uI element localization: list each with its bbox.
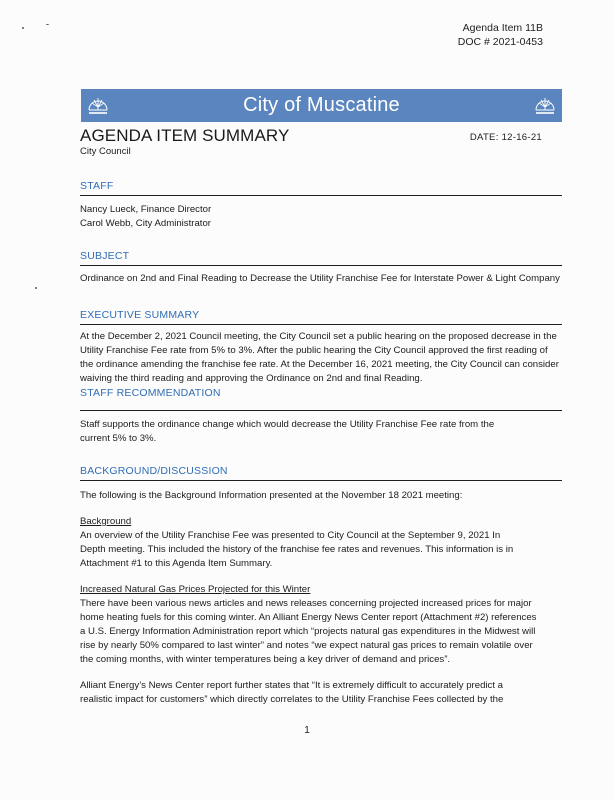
doc-number: DOC # 2021-0453	[457, 36, 543, 48]
alliant-text: Alliant Energy’s News Center report further states that “It is extremely difficult to accurately predict a realistic impact for customers” which directly correlates to the Utility Franchise Fees collected by the	[80, 680, 504, 705]
document-subtitle: City Council	[80, 146, 131, 157]
section-heading: STAFF	[80, 180, 562, 196]
document-reference	[458, 21, 543, 49]
scan-speck	[35, 287, 37, 289]
staff-recommendation-text: Staff supports the ordinance change which would decrease the Utility Franchise Fee rate from the current 5% to 3%.	[80, 419, 495, 444]
section-heading: STAFF RECOMMENDATION	[80, 387, 562, 411]
background-text: An overview of the Utility Franchise Fee was presented to City Council at the September 9, 2021 In Depth meeting. This included the history of the franchise fee rates and revenues. This information is in Attachment #1 to this Agenda Item Summary.	[80, 530, 514, 569]
section-background-discussion	[80, 465, 562, 707]
section-staff	[80, 180, 562, 231]
staff-member: Nancy Lueck, Finance Director	[80, 204, 212, 215]
subject-text: Ordinance on 2nd and Final Reading to Decrease the Utility Franchise Fee for Interstate Power & Light Company	[80, 273, 560, 284]
gas-prices-subheading: Increased Natural Gas Prices Projected for this Winter	[80, 584, 311, 595]
banner-title: City of Muscatine	[243, 94, 400, 116]
document-title: AGENDA ITEM SUMMARY	[80, 126, 290, 145]
scan-speck	[46, 24, 49, 25]
city-logo-icon	[86, 93, 110, 117]
section-heading: EXECUTIVE SUMMARY	[80, 309, 562, 325]
background-subheading: Background	[80, 516, 132, 527]
document-date: DATE: 12-16-21	[469, 132, 542, 143]
executive-summary-text: At the December 2, 2021 Council meeting, the City Council set a public hearing on the proposed decrease in the Utility Franchise Fee rate from 5% to 3%. After the public hearing the City Council approved the first reading of the ordinance amending the franchise fee rate. At the December 16, 2021 meeting, the City Council can consider waiving the third reading and approving the Ordinance on 2nd and final Reading.	[80, 331, 559, 384]
section-subject	[80, 250, 562, 286]
section-heading: BACKGROUND/DISCUSSION	[80, 465, 562, 481]
section-heading: SUBJECT	[80, 250, 562, 266]
city-banner	[81, 89, 562, 122]
city-logo-icon	[533, 93, 557, 117]
gas-prices-text: There have been various news articles and news releases concerning projected increased prices for major home heating fuels for this coming winter. An Alliant Energy News Center report (Attachment #2) references a U.S. Energy Information Administration report which “projects natural gas expenditures in the Midwest will rise by nearly 50% compared to last winter” and notes “we expect natural gas prices to remain volatile over the coming months, with winter temperatures being a key driver of demand and prices”.	[80, 598, 537, 665]
scan-speck	[22, 27, 24, 29]
section-executive-summary	[80, 309, 562, 386]
agenda-item-number: Agenda Item 11B	[462, 22, 543, 34]
section-staff-recommendation	[80, 387, 562, 446]
staff-member: Carol Webb, City Administrator	[80, 218, 211, 229]
page-number: 1	[304, 725, 310, 736]
background-intro: The following is the Background Information presented at the November 18 2021 meeting:	[80, 490, 463, 501]
